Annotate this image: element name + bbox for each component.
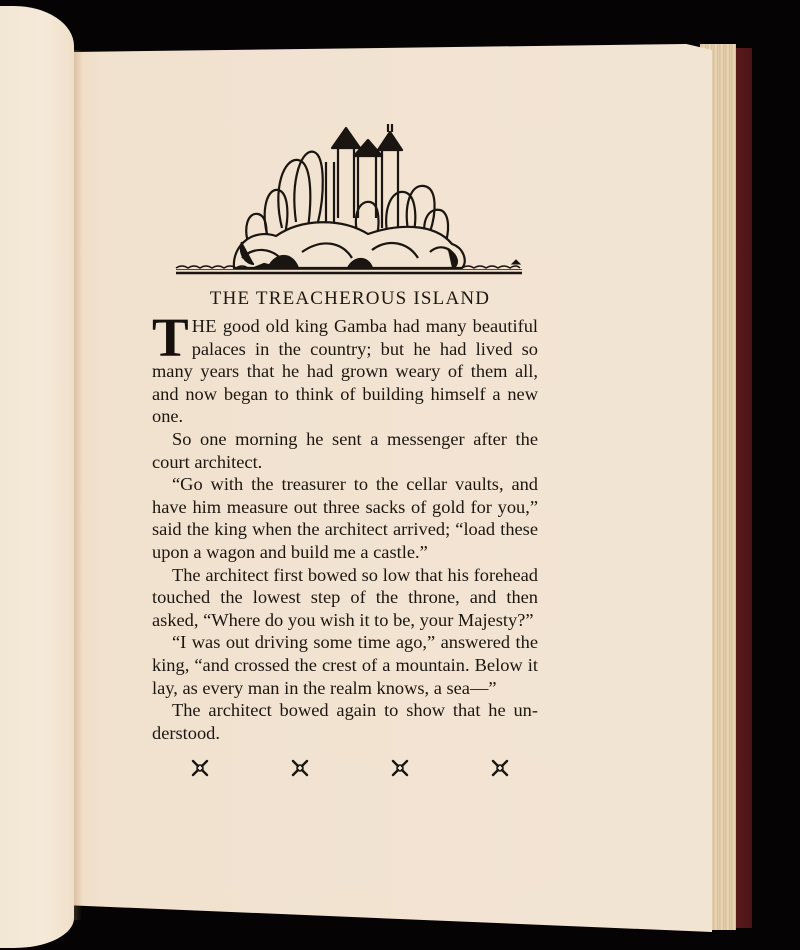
paragraph-5: “I was out driving some time ago,” answered the king, “and crossed the crest of a mountain. Below it lay, as every man in the realm knows, a sea—” xyxy=(152,632,538,698)
paragraph-1 xyxy=(152,307,538,428)
castle-on-island-icon xyxy=(172,118,528,278)
opening-smallcaps: HE xyxy=(191,316,217,336)
star-ornament-icon xyxy=(190,758,210,778)
chapter-title: THE TREACHEROUS ISLAND xyxy=(209,288,491,309)
paragraph-3: “Go with the treasurer to the cellar vaults, and have him measure out three sacks of gold for you,” said the king when the architect arrived; “load these upon a wagon and build me a castle.” xyxy=(152,474,538,562)
star-ornament-icon xyxy=(290,758,310,778)
chapter-body xyxy=(152,307,538,744)
left-page-curl xyxy=(0,6,74,948)
drop-cap: T xyxy=(152,307,189,368)
paragraph-2: So one morning he sent a messenger after the court architect. xyxy=(152,428,538,472)
paragraph-6: The architect bowed again to show that he understood. xyxy=(152,700,538,743)
section-break-ornaments xyxy=(190,758,510,778)
paragraph-text: good old king Gamba had many beautiful palaces in the country; but he had lived so many years that he had grown weary of them all, and now began to think of building himself a new one. xyxy=(152,316,538,427)
star-ornament-icon xyxy=(490,758,510,778)
paragraph-4: The architect first bowed so low that his forehead touched the lowest step of the throne, and then asked, “Where do you wish it to be, your Majesty?” xyxy=(152,564,538,630)
star-ornament-icon xyxy=(390,758,410,778)
